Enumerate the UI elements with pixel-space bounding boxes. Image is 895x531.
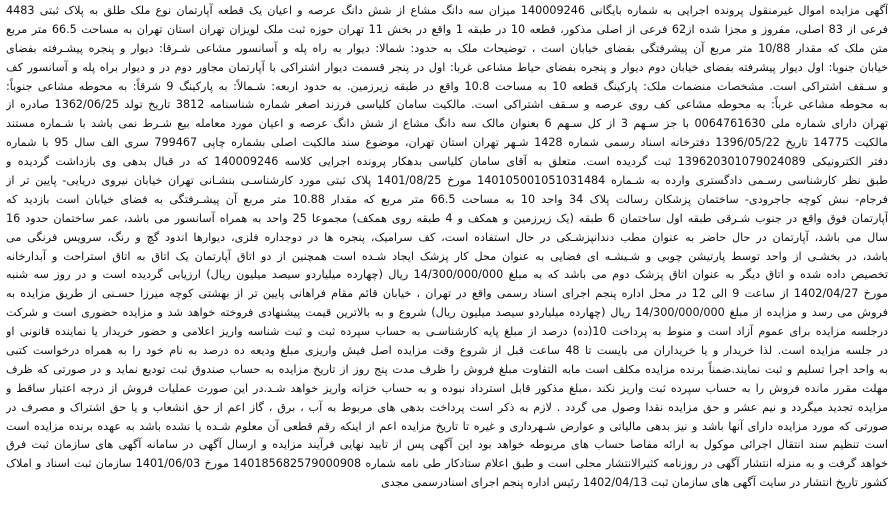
notice-line-9: دفتر الکترونیکی 139620301079024089 ثبت گردیده است. متعلق به آقای سامان کلیاسی بدهکار پرونده اجرایی کلاسه 140009246 که در قبال بدهی وی بازداشت گردیده و	[6, 155, 888, 169]
notice-line-12: آپارتمان فوق واقع در جنوب شـرقی طبقه اول ساختمان 6 طبقه (یک زیرزمین و همکف و 4 طبقه روی همکف) مجموعا 25 واحد به همراه آسانسور می باشد، عمر ساختمان حدود 16	[6, 211, 888, 225]
notice-line-26: کشور تاریخ انتشار در سایت آگهی های سازمان ثبت 1402/04/13 رئیس اداره پنجم اجرای اسنادرسمی مجدی	[381, 476, 888, 490]
notice-line-18: درجلسه مزایده برای عموم آزاد است و منوط به پرداخت 10(ده) درصد از مبلغ پایه کارشناسـی به حساب سپرده ثبت و ثبت شناسه واریز اعلامی و حضور خریدار یا نماینده قانونی او	[6, 325, 888, 339]
notice-line-19: در جلسه مزایده است. لذا خریدار و یا خریداران می بایست تا 48 ساعت قبل از شروع وقت مزایده اصل فیش واریزی مبلغ ودیعه ده درصد به نام خود را به همراه درخواست کتبی	[6, 344, 888, 358]
notice-line-10: طبق نظر کارشناسی رسـمی دادگستری وارده به شـماره 140105001051031484 مورخ 1401/08/25 پلاک ثبتی مورد کارشناسـی بنشـانی تهران خیابان نیروی دریایی- پایین تر از	[6, 174, 888, 188]
notice-line-7: تهران دارای شماره ملی 0064761630 با جز سـهم 3 از کل سـهم 6 بعنوان مالک سه دانگ مشاع از شش دانگ عرصه و اعیان مورد معامله بیع شـرط نمی باشد با شـماره مستند	[6, 117, 888, 131]
notice-line-21: مهلت مقرر مانده فروش را به حساب سپرده ثبت واریز نکند ،مبلغ مذکور قابل استرداد نبوده و به حساب خزانه واریز خواهد شـد.در این صورت عملیات فروش از درجه اعتبار ساقط و	[6, 381, 888, 395]
auction-notice-document	[6, 2, 888, 493]
notice-line-6: به محوطه مشاعی غرباً: به محوطه مشاعی کف روی عرصه و سـقف اشتراکی است. مالکیت سامان کلیاسی فرزند اصغر شماره شناسنامه 3812 تاریخ تولد 1362/06/25 صادره از	[6, 98, 888, 112]
notice-line-24: است تنظیم سند انتقال اجرائی موکول به ارائه مفاصا حساب های مربوطه خواهد بود این آگهی پس از تایید نهایی فرآیند مزایده و ارسال آگهی در سامانه آگهی های سازمان ثبت فرق	[6, 438, 888, 452]
notice-line-11: فرجام- نبش کوچه جاجرودی- ساختمان پزشکان رسالت پلاک 34 واحد 10 به مساحت 66.5 متر مربع که مقدار 10.88 متر مربع آن پیشـرفتگی به فضای خیابان است بازدید که	[6, 192, 888, 206]
notice-line-4: خیابان جنوبا: اول دیوار پیشرفته بفضای خیابان دوم دیوار و پنجره بفضای حیاط مشاعی غربا: اول در پنجر قسمت دیوار اشتراکی با آپارتمان مجاور دوم در و دیوار براه پله و آسانسور کف	[6, 60, 888, 74]
notice-line-2: فرعی از 83 اصلی، مفروز و مجزا شده از62 فرعی از اصلی مذکور، قطعه 10 در طبقه 1 واقع در بخش 11 تهران حوزه ثبت ملک لویزان تهران استان تهران به مساحت 66.5 متر مربع	[6, 22, 888, 36]
notice-line-15: تخصیص داده شده و اتاق دیگر به عنوان اتاق پزشک دوم می باشد که به مبلغ 14/300/000/000 ریال (چهارده میلیاردو سیصد میلیون ریال) ارزیابی گردیده است و در روز سه شنبه	[6, 268, 888, 282]
notice-line-8: مالکیت 14775 تاریخ 1396/05/22 دفترخانه اسناد رسمی شماره 1428 شـهر تهران استان تهران، موضوع سند مالکیت اصلی بشماره چاپی 799467 سری الف سال 95 با شماره	[6, 136, 888, 150]
notice-line-1: آگهی مزایده اموال غیرمنقول پرونده اجرایی به شماره بایگانی 140009246 میزان سه دانگ مشاع از شش دانگ عرصه و اعیان یک قطعه آپارتمان نوع ملک طلق به پلاک ثبتی 4483	[6, 4, 888, 17]
notice-line-14: باشد، در بخشـی از واحد توسط پارتیشن چوبی و شـیشـه ای فضایی به عنوان محل کار پزشک ایجاد شـده است همچنین از دو اتاق آپارتمان یک اتاق به اتاق استراحت و آبدارخانه	[6, 249, 888, 263]
notice-line-17: فروش می رسد و مزایده از مبلغ 14/300/000/000 ریال (چهارده میلیاردو سیصد میلیون ریال) شروع و به بالاترین قیمت پیشنهادی فروخته خواهد شد و مزایده حضوری است و شرکت	[6, 306, 888, 320]
notice-line-22: مزایده تجدید میگردد و نیم عشر و حق مزایده نقدا وصول می گردد . لازم به ذکر است پرداخت بدهی های مربوط به آب ، برق ، گاز اعم از حق انشعاب و یا حق اشتراک و مصرف در	[6, 400, 888, 414]
notice-line-20: به واحد اجرا تسلیم و ثبت نمایند.ضمناً برنده مزایده مکلف است مابه التفاوت مبلغ فروش را ظرف مدت پنج روز از تاریخ مزایده به حساب صندوق ثبت تودیع نماید و در صورتی که ظرف	[6, 362, 888, 376]
notice-line-16: مورخ 1402/04/27 از ساعت 9 الی 12 در محل اداره پنجم اجرای اسناد رسمی واقع در تهران ، خیابان قائم مقام فراهانی پایین تر از بهشتی کوچه میرزا حسـنی از طریق مزایده به	[6, 287, 888, 301]
notice-line-3: متن ملک که مقدار 10/88 متر مربع آن پیشرفتگی بفضای خیابان است ، توضیحات ملک به حدود: شمالا: دیوار به راه پله و آسانسور مشاعی شـرقا: دیوار و پنجره پیشـرفته بفضای	[6, 41, 888, 55]
notice-line-13: سال می باشد، آپارتمان در حال حاضر به عنوان مطب دندانپزشـکی در حال استفاده است، کف سرامیک، پنجره ها در دوجداره فلزی، دیوارها اندود گچ و رنگ، سرویس فرنگی می	[6, 230, 888, 244]
notice-line-23: صورتی که مورد مزایده دارای آنها باشد و نیز بدهی مالیاتی و عوارض شـهرداری و غیره تا تاریخ مزایده اعم از اینکه رقم قطعی آن معلوم شـده یا نشده باشد به عهده برنده مزایده است	[6, 419, 888, 433]
notice-line-25: خواهد گرفت و به منزله انتشار آگهی در روزنامه کثیرالانتشار محلی است و طبق اعلام ستادکار طی نامه شماره 140185682579000908 مورخ 1401/06/03 سازمان ثبت اسناد و املاک	[6, 457, 888, 471]
notice-line-5: و سـقف اشتراکی است. مشخصات منضمات ملک: پارکینگ قطعه 10 به مساحت 10.8 واقع در طبقه زیرزمین. به حدود اربعه: شـمالاً: به پارکینگ 9 شرقاً: به محوطه مشاعی جنوباً:	[6, 79, 888, 93]
